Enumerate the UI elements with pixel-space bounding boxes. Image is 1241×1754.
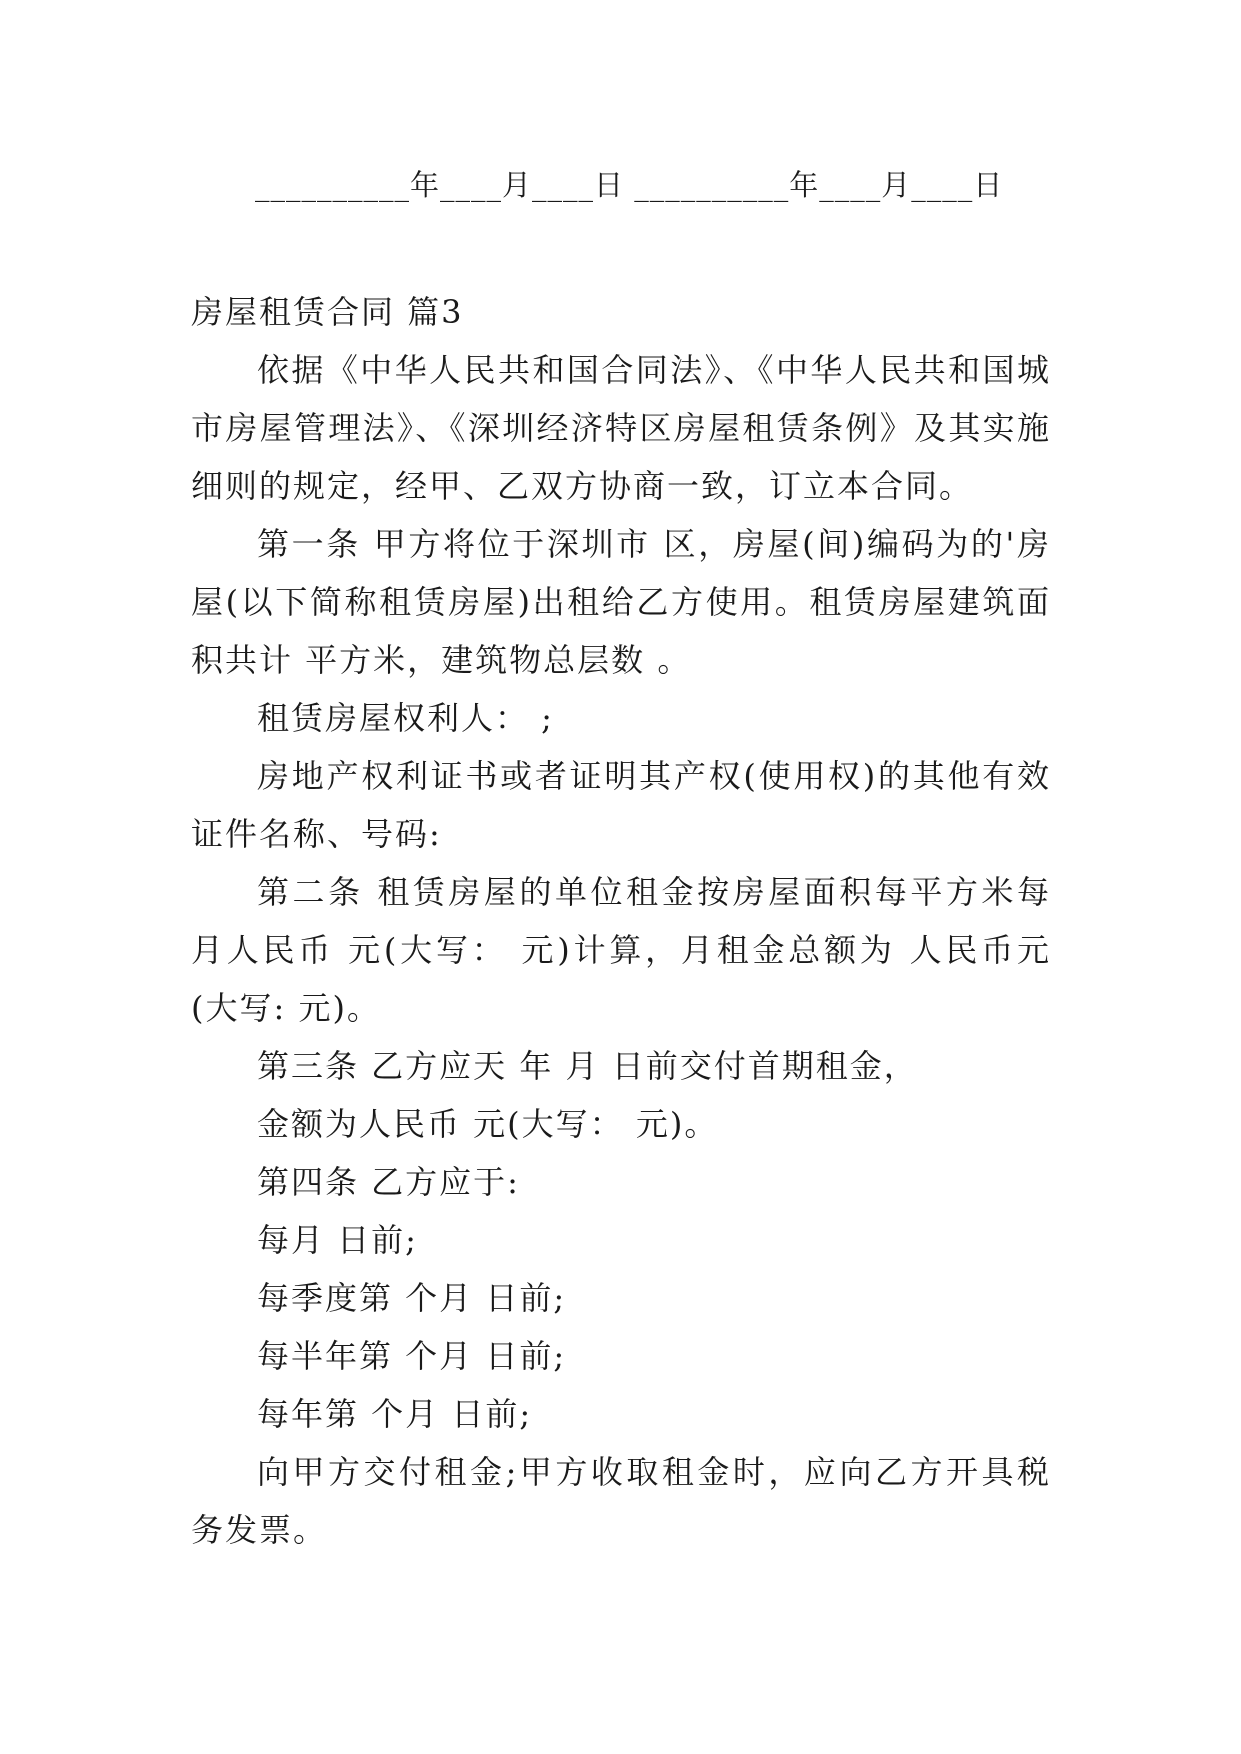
- paragraph-preamble: 依据《中华人民共和国合同法》、《中华人民共和国城市房屋管理法》、《深圳经济特区房屋租赁条例》及其实施细则的规定，经甲、乙双方协商一致，订立本合同。: [191, 351, 1051, 505]
- paragraph-article-2: 第二条 租赁房屋的单位租金按房屋面积每平方米每月人民币 元(大写： 元)计算，月租金总额为 人民币元(大写: 元)。: [191, 873, 1051, 1027]
- paragraph-article-4: 第四条 乙方应于:: [257, 1163, 520, 1201]
- paragraph-first-payment-amount: 金额为人民币 元(大写： 元)。: [257, 1105, 719, 1143]
- paragraph-certificate: 房地产权利证书或者证明其产权(使用权)的其他有效证件名称、号码:: [191, 757, 1051, 853]
- list-item-yearly: 每年第 个月 日前;: [257, 1395, 533, 1433]
- paragraph-rent-invoice: 向甲方交付租金;甲方收取租金时，应向乙方开具税务发票。: [191, 1453, 1051, 1549]
- paragraph-rights-holder: 租赁房屋权利人： ;: [257, 699, 554, 737]
- section-heading: 房屋租赁合同 篇3: [191, 293, 464, 331]
- list-item-monthly: 每月 日前;: [257, 1221, 418, 1259]
- paragraph-article-3: 第三条 乙方应天 年 月 日前交付首期租金，: [257, 1047, 918, 1085]
- list-item-quarterly: 每季度第 个月 日前;: [257, 1279, 567, 1317]
- list-item-half-year: 每半年第 个月 日前;: [257, 1337, 567, 1375]
- paragraph-article-1: 第一条 甲方将位于深圳市 区，房屋(间)编码为的'房屋(以下简称租赁房屋)出租给乙方使用。租赁房屋建筑面积共计 平方米，建筑物总层数 。: [191, 525, 1051, 679]
- signature-date-line: __________年____月____日 __________年____月____日: [255, 168, 1004, 202]
- document-body: [191, 283, 1051, 1559]
